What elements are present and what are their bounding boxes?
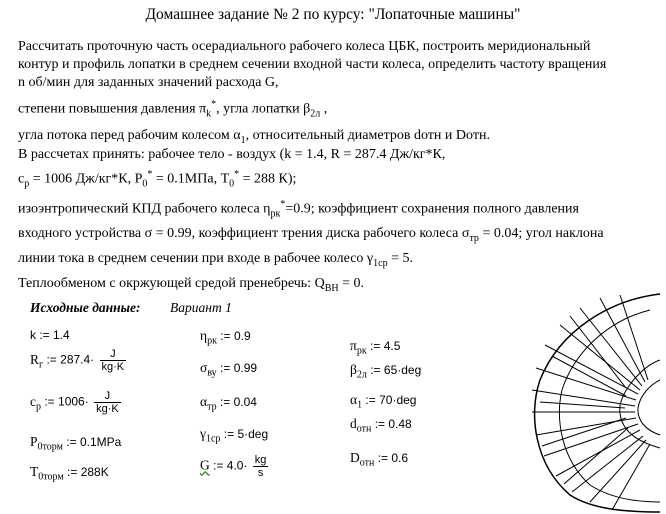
- formula-pi: $\pi_{рк}$ := 4.5: [350, 338, 401, 357]
- formula-k: k := 1.4: [30, 328, 70, 342]
- formula-gamma: $\gamma_{1ср}$ := 5·deg: [200, 426, 269, 445]
- formula-alpha: $\alpha_1$ := 70·deg: [350, 392, 417, 411]
- document-title: Домашнее задание № 2 по курсу: "Лопаточные машины": [145, 6, 521, 23]
- assumptions-line-1: В рассчетах принять: рабочее тело - воздух (k = 1.4, R = 287.4 Дж/кг*К,: [18, 147, 446, 162]
- conditions-line-1: изоэнтропический КПД рабочего колеса $\eta_{рк}^*=0.9$; коэффициент сохранения полного давления: [18, 199, 579, 220]
- formula-cp: $c_p$ := 1006· $\frac{J}{kg\cdot K}$: [30, 390, 119, 415]
- impeller-wheel-illustration: [500, 290, 666, 514]
- assumptions-line-2: $c_p = 1006$ Дж/кг*К, $P_0^* = 0.1МПа$, $T_0^* = 288$ К);: [18, 169, 297, 190]
- formula-eta: $\eta_{рк}$ := 0.9: [200, 328, 251, 347]
- task-line-4: степени повышения давления $\pi_k^*$, угла лопатки $\beta_{2л}$ ,: [18, 99, 328, 120]
- conditions-line-2: входного устройства σ = 0.99, коэффициент трения диска рабочего колеса $\sigma_{тр} = 0.04$; угол наклона: [18, 226, 604, 245]
- assumptions-paragraph: [18, 146, 445, 193]
- task-line-2: контур и профиль лопатки в среднем сечении входной части колеса, определить частоту вращения: [18, 57, 607, 72]
- formula-R: $R_г$ := 287.4· $\frac{J}{kg\cdot K}$: [30, 348, 125, 373]
- formula-d: $d_{отн}$ := 0.48: [350, 416, 412, 435]
- formula-G: G := 4.0· $\frac{kg}{s}$: [200, 454, 267, 479]
- initial-data-label: Исходные данные:: [30, 300, 141, 315]
- task-line-5: угла потока перед рабочим колесом $\alpha_1$, относительный диаметров dотн и Dотн.: [18, 128, 490, 147]
- conditions-line-4: Теплообменом с окржующей средой пренебречь: $Q_{ВН} = 0$.: [18, 276, 364, 294]
- task-paragraph: [18, 38, 606, 150]
- initial-data-header: [30, 300, 141, 316]
- variant-label: Вариант 1: [170, 300, 232, 315]
- formula-sigma-tr: $\alpha_{тр}$ := 0.04: [200, 394, 257, 413]
- formula-sigma-vu: $\sigma_{ву}$ := 0.99: [200, 360, 258, 379]
- formula-beta: $\beta_{2л}$ := 65·deg: [350, 362, 422, 381]
- conditions-line-3: линии тока в среднем сечении при входе в рабочее колесо $\gamma_{1ср} = 5$.: [18, 251, 413, 270]
- task-line-3: n об/мин для заданных значений расхода G,: [18, 75, 279, 90]
- formula-P0: $P_{0торм}$ := 0.1MPa: [30, 434, 122, 453]
- task-line-1: Рассчитать проточную часть осерадиального рабочего колеса ЦБК, построить меридиональный: [18, 39, 591, 54]
- formula-T0: $T_{0торм}$ := 288K: [30, 464, 109, 483]
- formula-D: $D_{отн}$ := 0.6: [350, 450, 409, 469]
- conditions-paragraph: [18, 196, 604, 298]
